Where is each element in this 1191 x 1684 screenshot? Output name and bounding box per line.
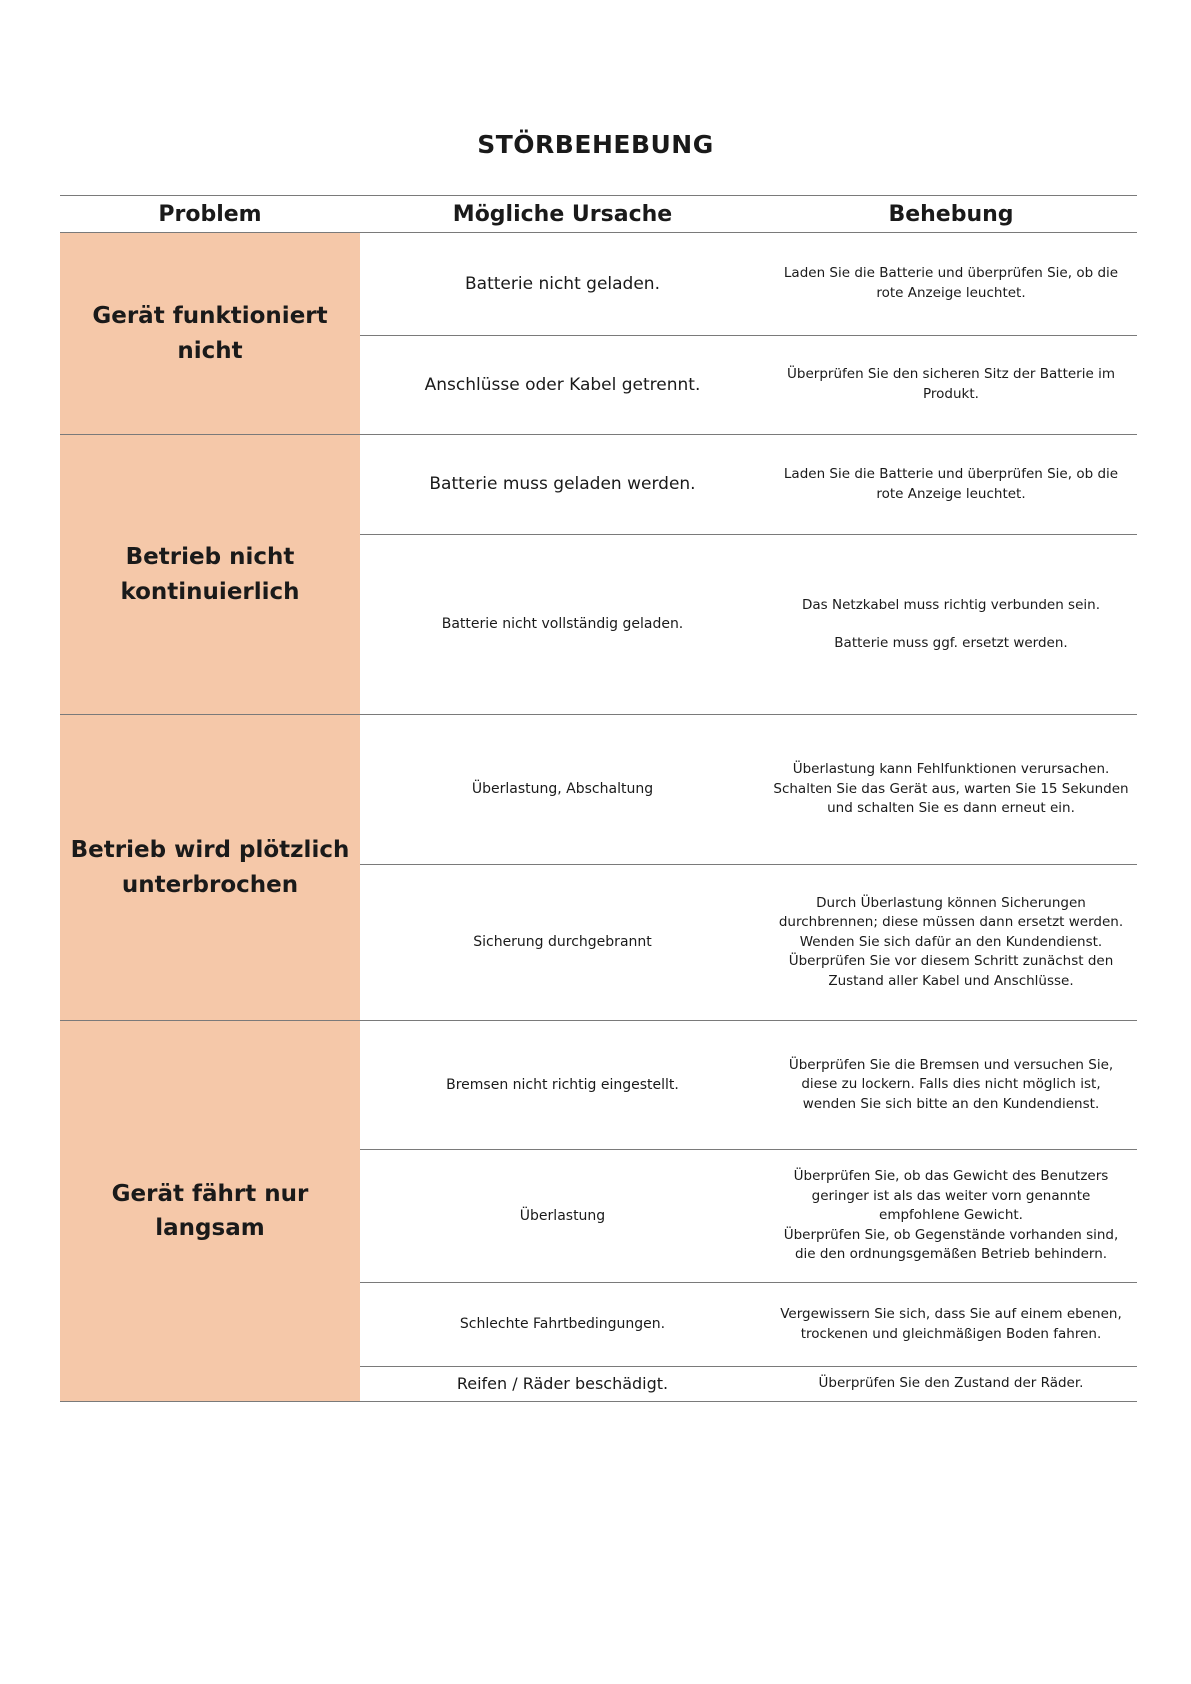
fix-text: Durch Überlastung können Sicherungen durchbrennen; diese müssen dann ersetzt werden. Wenden Sie sich dafür an den Kundendienst. [778, 894, 1124, 950]
cause-cell: Bremsen nicht richtig eingestellt. [360, 1021, 765, 1150]
fix-cell [765, 715, 1137, 865]
problem-cell: Betrieb nicht kontinuierlich [60, 435, 360, 715]
cause-cell: Schlechte Fahrtbedingungen. [360, 1283, 765, 1367]
table-row [60, 435, 1137, 535]
header-problem: Problem [60, 196, 360, 233]
fix-cell [765, 233, 1137, 336]
fix-text: Überprüfen Sie, ob das Gewicht des Benutzers geringer ist als das weiter vorn genannte empfohlene Gewicht. [793, 1168, 1109, 1224]
problem-cell: Gerät funktioniert nicht [60, 233, 360, 435]
fix-text: Überlastung kann Fehlfunktionen verursachen. Schalten Sie das Gerät aus, warten Sie 15 Sekunden und schalten Sie es dann erneut ein. [773, 761, 1129, 817]
cause-cell: Überlastung [360, 1150, 765, 1283]
header-cause: Mögliche Ursache [360, 196, 765, 233]
fix-cell [765, 1021, 1137, 1150]
table-row [60, 1021, 1137, 1150]
cause-cell: Überlastung, Abschaltung [360, 715, 765, 865]
fix-text: Vergewissern Sie sich, dass Sie auf einem ebenen, trockenen und gleichmäßigen Boden fahren. [780, 1305, 1122, 1342]
fix-text: Überprüfen Sie vor diesem Schritt zunächst den Zustand aller Kabel und Anschlüsse. [788, 953, 1114, 989]
fix-cell [765, 1283, 1137, 1367]
fix-cell [765, 1150, 1137, 1283]
document-title: STÖRBEHEBUNG [477, 130, 714, 159]
fix-text: Das Netzkabel muss richtig verbunden sein. [802, 596, 1100, 613]
fix-cell [765, 1367, 1137, 1402]
fix-cell [765, 435, 1137, 535]
cause-cell: Anschlüsse oder Kabel getrennt. [360, 336, 765, 435]
troubleshooting-table [60, 195, 1137, 1402]
table-row [60, 715, 1137, 865]
table-header-row [60, 196, 1137, 233]
fix-text: Überprüfen Sie den sicheren Sitz der Batterie im Produkt. [787, 366, 1115, 402]
cause-cell: Reifen / Räder beschädigt. [360, 1367, 765, 1402]
fix-text: Überprüfen Sie die Bremsen und versuchen Sie, diese zu lockern. Falls dies nicht möglich ist, wenden Sie sich bitte an den Kundendienst. [788, 1056, 1114, 1112]
fix-text: Batterie muss ggf. ersetzt werden. [834, 634, 1068, 651]
table-row [60, 233, 1137, 336]
cause-cell: Batterie nicht vollständig geladen. [360, 535, 765, 715]
fix-cell [765, 865, 1137, 1021]
problem-cell: Betrieb wird plötzlich unterbrochen [60, 715, 360, 1021]
fix-text: Laden Sie die Batterie und überprüfen Sie, ob die rote Anzeige leuchtet. [783, 265, 1119, 301]
fix-cell [765, 336, 1137, 435]
table-body [60, 233, 1137, 1402]
fix-text: Laden Sie die Batterie und überprüfen Sie, ob die rote Anzeige leuchtet. [783, 465, 1119, 502]
fix-text: Überprüfen Sie, ob Gegenstände vorhanden sind, die den ordnungsgemäßen Betrieb behindern. [783, 1226, 1119, 1263]
fix-text: Überprüfen Sie den Zustand der Räder. [818, 1375, 1084, 1392]
fix-cell [765, 535, 1137, 715]
problem-cell: Gerät fährt nur langsam [60, 1021, 360, 1402]
cause-cell: Batterie nicht geladen. [360, 233, 765, 336]
cause-cell: Batterie muss geladen werden. [360, 435, 765, 535]
header-fix: Behebung [765, 196, 1137, 233]
cause-cell: Sicherung durchgebrannt [360, 865, 765, 1021]
